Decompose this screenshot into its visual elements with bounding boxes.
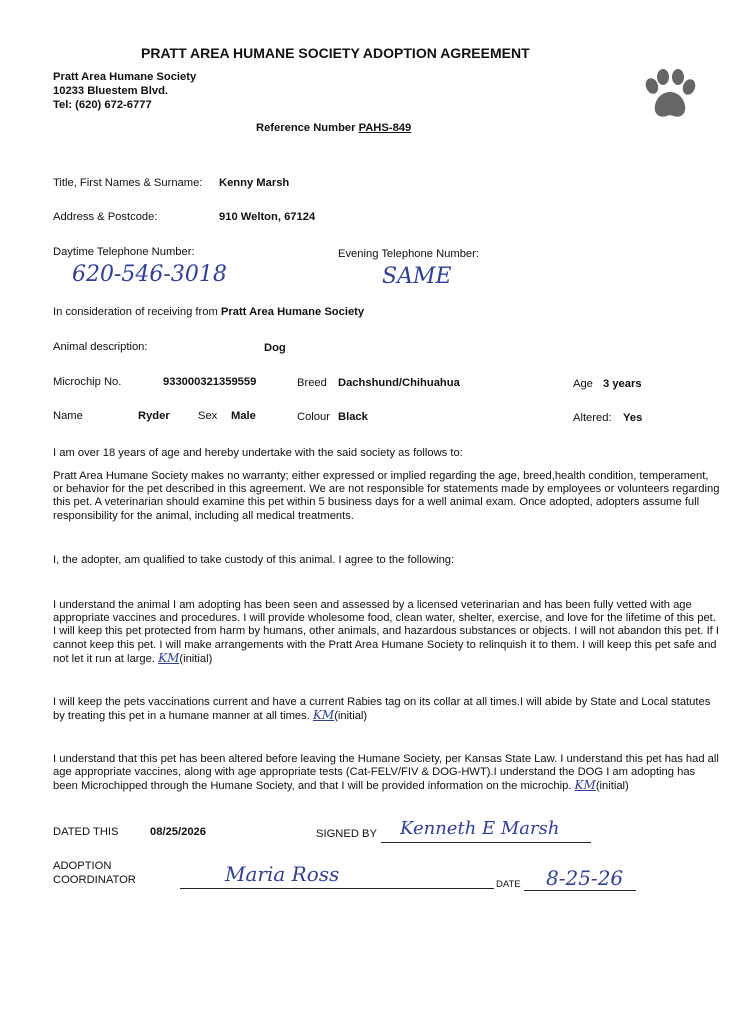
age-undertaking-text: I am over 18 years of age and hereby undertake with the said society as follows to:: [53, 447, 463, 459]
reference-label: Reference Number: [256, 122, 356, 134]
adopter-address-label: Address & Postcode:: [53, 211, 158, 223]
age-label: Age: [573, 378, 593, 390]
signature-line: [381, 842, 591, 843]
dated-value: 08/25/2026: [150, 826, 206, 838]
care-agreement-paragraph: [53, 599, 721, 666]
paw-toe-3: [672, 69, 684, 85]
reference-number: [256, 122, 411, 134]
sex-value: Male: [231, 410, 256, 422]
coordinator-line: [180, 888, 494, 889]
consideration-text: In consideration of receiving from: [53, 306, 218, 318]
coordinator-date-label: DATE: [496, 879, 521, 890]
altered-label: Altered:: [573, 412, 612, 424]
coordinator-label-1: ADOPTION: [53, 860, 112, 872]
animal-description-value: Dog: [264, 342, 286, 354]
adopter-address-value: 910 Welton, 67124: [219, 211, 316, 223]
day-phone-label: Daytime Telephone Number:: [53, 246, 195, 258]
warranty-paragraph: Pratt Area Humane Society makes no warranty; either expressed or implied regarding the age, breed,health condition, temperament, or behavior for the pet described in this agreement. We are not responsible for statements made by employees or volunteers regarding this pet. A veterinarian should examine this pet within 5 business days for a well animal exam. Once adopted, adopters assume full responsibility for the animal, including all medical treatments.: [53, 470, 720, 522]
paw-toe-2: [657, 69, 669, 85]
coordinator-label-2: COORDINATOR: [53, 874, 136, 886]
org-name: Pratt Area Humane Society: [53, 71, 197, 83]
signed-label: SIGNED BY: [316, 828, 377, 840]
eve-phone-value: SAME: [382, 264, 452, 289]
initial-label-2: (initial): [334, 710, 368, 723]
page-title: PRATT AREA HUMANE SOCIETY ADOPTION AGREEMENT: [141, 45, 530, 61]
reference-value: PAHS-849: [358, 122, 412, 134]
microchip-value: 933000321359559: [163, 376, 257, 388]
vaccination-text: I will keep the pets vaccinations current and have a current Rabies tag on its collar at all times.I will abide by State and Local statutes by treating this pet in a humane manner at all times.: [53, 696, 711, 723]
pet-name-label: Name: [53, 410, 83, 422]
org-tel: Tel: (620) 672-6777: [53, 99, 152, 111]
care-agreement-text: I understand the animal I am adopting has been seen and assessed by a licensed veterinarian and has been fully vetted with age appropriate vaccines and procedures. I will provide wholesome food, clean water, shelter, exercise, and love for the lifetime of this pet. I will keep this pet protected from harm by humans, other animals, and hazardous substances or objects. I will not abandon this pet. If I cannot keep this pet. I will make arrangements with the Pratt Area Humane Society to relinquish it to them. I will keep this pet safe and not let it run at large.: [53, 599, 720, 665]
animal-description-label: Animal description:: [53, 341, 148, 353]
day-phone-value: 620-546-3018: [72, 262, 227, 287]
paw-print-logo: [640, 68, 700, 122]
initials-3: KM: [574, 778, 596, 793]
eve-phone-label: Evening Telephone Number:: [338, 248, 479, 260]
altered-value: Yes: [623, 412, 643, 424]
vaccination-paragraph: [53, 696, 721, 723]
coordinator-signature: Maria Ross: [225, 862, 340, 886]
dated-label: DATED THIS: [53, 826, 119, 838]
consideration-line: [53, 306, 364, 318]
paw-pad: [655, 92, 685, 117]
microchip-label: Microchip No.: [53, 376, 122, 388]
colour-value: Black: [338, 411, 368, 423]
initials-2: KM: [312, 708, 335, 723]
colour-label: Colour: [297, 411, 330, 423]
breed-value: Dachshund/Chihuahua: [338, 377, 460, 389]
age-value: 3 years: [603, 378, 642, 390]
initial-label-3: (initial): [595, 780, 629, 793]
microchip-paragraph: [53, 753, 721, 794]
pet-name-value: Ryder: [138, 410, 170, 422]
initial-label-1: (initial): [179, 652, 213, 665]
microchip-text: I understand that this pet has been altered before leaving the Humane Society, per Kansas State Law. I understand this pet has had all age appropriate vaccines, along with age appropriate tests (Cat-FELV/FIV & DOG-HWT).I understand the DOG I am adopting has been Microchipped through the Humane Society, and that I will be provided information on the microchip.: [53, 753, 719, 793]
custody-statement: I, the adopter, am qualified to take custody of this animal. I agree to the following:: [53, 554, 455, 566]
coordinator-date-line: [524, 890, 636, 891]
coordinator-date-value: 8-25-26: [546, 866, 624, 890]
consideration-org: Pratt Area Humane Society: [220, 306, 365, 318]
org-address: 10233 Bluestem Blvd.: [53, 85, 169, 97]
adopter-name-label: Title, First Names & Surname:: [53, 177, 203, 189]
initials-1: KM: [158, 650, 180, 665]
adopter-signature: Kenneth E Marsh: [400, 818, 560, 839]
adopter-name-value: Kenny Marsh: [219, 177, 290, 189]
sex-label: Sex: [198, 410, 218, 422]
breed-label: Breed: [297, 377, 327, 389]
